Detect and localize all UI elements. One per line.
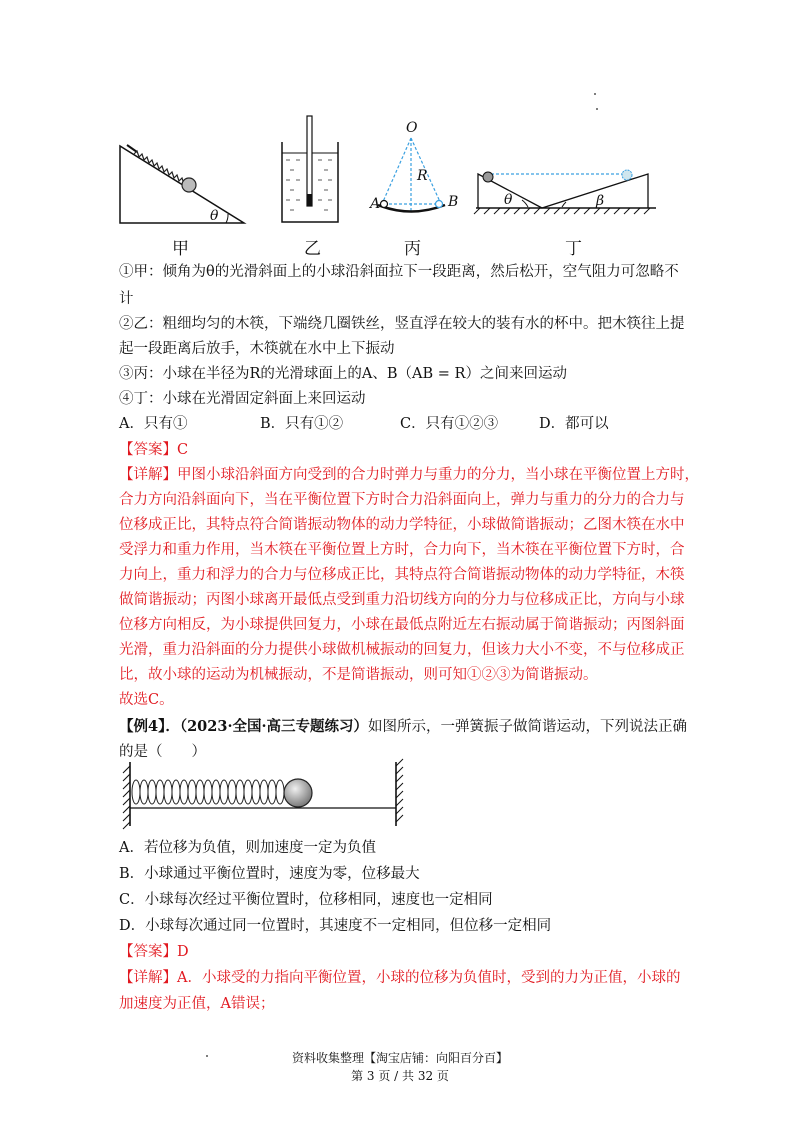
example-header-prefix: 【例4】．（2023·全国·高三专题练习） xyxy=(119,718,369,735)
footer-source: 资料收集整理【淘宝店铺：向阳百分百】 xyxy=(291,1051,508,1065)
decorative-dot xyxy=(594,93,596,95)
figure-label-ding: 丁 xyxy=(565,239,582,259)
example-header xyxy=(119,715,687,736)
question-item: ③丙：小球在半径为R的光滑球面上的A、B（AB = R）之间来回运动 xyxy=(119,366,567,382)
option-d: D．小球每次通过同一位置时，其速度不一定相同，但位移一定相同 xyxy=(119,918,552,934)
figure-ding xyxy=(474,170,656,214)
explanation-line: 位移成正比，其特点符合简谐振动物体的动力学特征，小球做简谐振动；乙图木筷在水中 xyxy=(119,517,685,533)
ball-icon xyxy=(381,201,388,208)
explanation-line: 加速度为正值，A错误； xyxy=(119,996,275,1012)
spring-oscillator-figure xyxy=(120,758,410,830)
question-item: ④丁：小球在光滑固定斜面上来回运动 xyxy=(119,391,366,407)
jia-theta-label: θ xyxy=(210,208,219,224)
chopstick-icon xyxy=(307,116,312,206)
explanation-line: 光滑，重力沿斜面的分力提供小球做机械振动的回复力，但该力大小不变，不与位移成正 xyxy=(119,642,685,658)
figure-bing xyxy=(368,120,458,212)
explanation-line: 受浮力和重力作用，当木筷在平衡位置上方时，合力向下，当木筷在平衡位置下方时，合 xyxy=(119,542,685,558)
figure-label-yi: 乙 xyxy=(304,239,321,259)
option-a: A．只有① xyxy=(119,416,188,432)
answer-label: 【答案】D xyxy=(119,944,189,960)
answer-label: 【答案】C xyxy=(119,442,189,458)
ding-theta-label: θ xyxy=(504,192,513,208)
option-c: C．只有①②③ xyxy=(400,416,499,432)
explanation-line: 比，故小球的运动为机械振动，不是简谐振动，则可知①②③为简谐振动。 xyxy=(119,667,598,683)
option-b: B．小球通过平衡位置时，速度为零，位移最大 xyxy=(119,866,420,882)
question-item: ②乙：粗细均匀的木筷，下端绕几圈铁丝，竖直浮在较大的装有水的杯中。把木筷往上提 xyxy=(119,316,685,332)
bing-o-label: O xyxy=(406,120,418,136)
figure-jia xyxy=(120,145,244,224)
question-item: ①甲：倾角为θ的光滑斜面上的小球沿斜面拉下一段距离，然后松开，空气阻力可忽略不 xyxy=(119,264,679,280)
option-a: A．若位移为负值，则加速度一定为负值 xyxy=(119,840,376,856)
option-c: C．小球每次经过平衡位置时，位移相同，速度也一定相同 xyxy=(119,892,493,908)
ball-icon xyxy=(436,201,443,208)
explanation-line: 【详解】A．小球受的力指向平衡位置，小球的位移为负值时，受到的力为正值，小球的 xyxy=(119,970,681,986)
spring-icon xyxy=(134,151,184,184)
question-item: 计 xyxy=(119,291,134,307)
question-item: 起一段距离后放手，木筷就在水中上下振动 xyxy=(119,341,395,357)
bing-a-label: A xyxy=(370,196,381,212)
explanation-line: 位移方向相反，为小球提供回复力，小球在最低点附近左右振动属于简谐振动；丙图斜面 xyxy=(119,617,685,633)
explanation-line: 力向上，重力和浮力的合力与位移成正比，其特点符合简谐振动物体的动力学特征，木筷 xyxy=(119,567,685,583)
spring-icon xyxy=(132,780,284,804)
ball-icon xyxy=(483,172,493,182)
bing-b-label: B xyxy=(448,194,459,210)
figure-yi xyxy=(282,116,338,222)
ball-icon xyxy=(622,170,632,180)
iron-wire-icon xyxy=(307,194,312,206)
conclusion-line: 故选C。 xyxy=(119,692,174,708)
ding-beta-label: β xyxy=(596,193,605,209)
explanation-line: 合力方向沿斜面向下，当在平衡位置下方时合力沿斜面向上，弹力与重力的分力的合力与 xyxy=(119,492,685,508)
ball-icon xyxy=(284,779,312,807)
physics-figures xyxy=(110,108,670,258)
figure-label-jia: 甲 xyxy=(172,239,189,259)
page-number: 第 3 页 / 共 32 页 xyxy=(351,1069,449,1083)
option-d: D．都可以 xyxy=(539,416,609,432)
option-b: B．只有①② xyxy=(260,416,344,432)
example-header-text: 如图所示，一弹簧振子做简谐运动，下列说法正确 xyxy=(368,719,688,735)
figure-label-bing: 丙 xyxy=(404,239,421,259)
ball-icon xyxy=(182,178,196,192)
explanation-line: 做简谐振动；丙图小球离开最低点受到重力沿切线方向的分力与位移成正比，方向与小球 xyxy=(119,592,685,608)
explanation-line: 【详解】甲图小球沿斜面方向受到的合力时弹力与重力的分力，当小球在平衡位置上方时， xyxy=(119,467,699,483)
example-header-line2: 的是（ ） xyxy=(119,744,206,760)
bing-r-label: R xyxy=(417,168,428,184)
